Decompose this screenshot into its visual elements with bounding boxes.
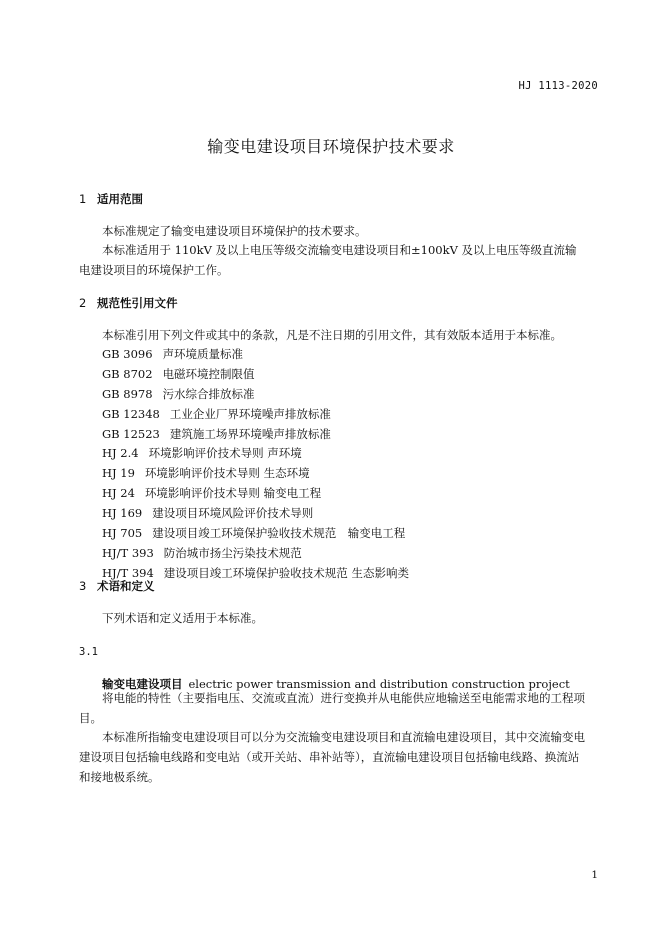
reference-item (102, 425, 409, 445)
section-3-title: 术语和定义 (97, 579, 155, 593)
standard-code: HJ 1113-2020 (518, 80, 598, 92)
section-2-number: 2 (79, 296, 87, 310)
reference-item (102, 524, 409, 544)
reference-code: HJ/T 393 (102, 545, 154, 560)
section-1-heading (79, 191, 143, 207)
reference-title: 污水综合排放标准 (162, 386, 255, 401)
reference-list (102, 345, 409, 584)
reference-title: 环境影响评价技术导则 生态环境 (144, 466, 310, 481)
term-note: 本标准所指输变电建设项目可以分为交流输变电建设项目和直流输电建设项目，其中交流输变电建设项目包括输电线路和变电站（或开关站、串补站等），直流输电建设项目包括输电线路、换流站和接地极系统。 (79, 730, 585, 784)
subsection-3-1-number: 3.1 (79, 646, 98, 658)
section-1-paragraph-1: 本标准规定了输变电建设项目环境保护的技术要求。 (102, 224, 367, 238)
reference-title: 环境影响评价技术导则 声环境 (148, 446, 302, 461)
reference-item (102, 504, 409, 524)
reference-code: HJ 19 (102, 466, 135, 481)
reference-item (102, 444, 409, 464)
term-chinese: 输变电建设项目 (102, 677, 183, 691)
reference-code: GB 3096 (102, 347, 153, 361)
reference-item (102, 385, 409, 405)
term-english: electric power transmission and distribution construction project (188, 677, 570, 691)
section-3-number: 3 (79, 579, 87, 593)
section-2-title: 规范性引用文件 (97, 296, 178, 310)
section-3-intro: 下列术语和定义适用于本标准。 (102, 611, 263, 625)
section-1-number: 1 (79, 192, 87, 206)
reference-item (102, 484, 409, 504)
reference-title: 声环境质量标准 (162, 347, 244, 361)
section-1-paragraph-2: 本标准适用于 110kV 及以上电压等级交流输变电建设项目和±100kV 及以上电压等级直流输电建设项目的环境保护工作。 (79, 243, 577, 277)
reference-code: HJ 169 (102, 506, 143, 521)
reference-item (102, 405, 409, 425)
page-number: 1 (591, 869, 598, 881)
reference-code: HJ 705 (102, 526, 143, 541)
reference-item (102, 544, 409, 564)
term-definition: 将电能的特性（主要指电压、交流或直流）进行变换并从电能供应地输送至电能需求地的工程项目。 (79, 691, 585, 725)
reference-code: GB 8702 (102, 366, 153, 381)
reference-item (102, 365, 409, 385)
reference-code: HJ 24 (102, 486, 135, 501)
reference-title: 建设项目环境风险评价技术导则 (152, 506, 314, 521)
reference-code: GB 12348 (102, 406, 160, 421)
reference-code: HJ 2.4 (102, 446, 139, 461)
reference-item (102, 345, 409, 365)
section-1-title: 适用范围 (97, 192, 143, 206)
reference-code: GB 12523 (102, 426, 160, 441)
reference-title: 建设项目竣工环境保护验收技术规范 生态影响类 (163, 565, 409, 580)
reference-title: 建筑施工场界环境噪声排放标准 (169, 426, 331, 441)
reference-title: 工业企业厂界环境噪声排放标准 (169, 406, 331, 421)
reference-item (102, 464, 409, 484)
reference-title: 环境影响评价技术导则 输变电工程 (144, 486, 322, 501)
reference-title: 防治城市扬尘污染技术规范 (163, 545, 302, 560)
reference-title: 电磁环境控制限值 (162, 366, 255, 381)
reference-code: GB 8978 (102, 386, 153, 401)
document-title: 输变电建设项目环境保护技术要求 (207, 137, 455, 156)
reference-code: HJ/T 394 (102, 565, 154, 580)
section-3-heading (79, 578, 155, 594)
section-2-heading (79, 295, 178, 311)
reference-title: 建设项目竣工环境保护验收技术规范 输变电工程 (152, 526, 406, 541)
section-2-intro: 本标准引用下列文件或其中的条款，凡是不注日期的引用文件，其有效版本适用于本标准。 (102, 328, 562, 342)
